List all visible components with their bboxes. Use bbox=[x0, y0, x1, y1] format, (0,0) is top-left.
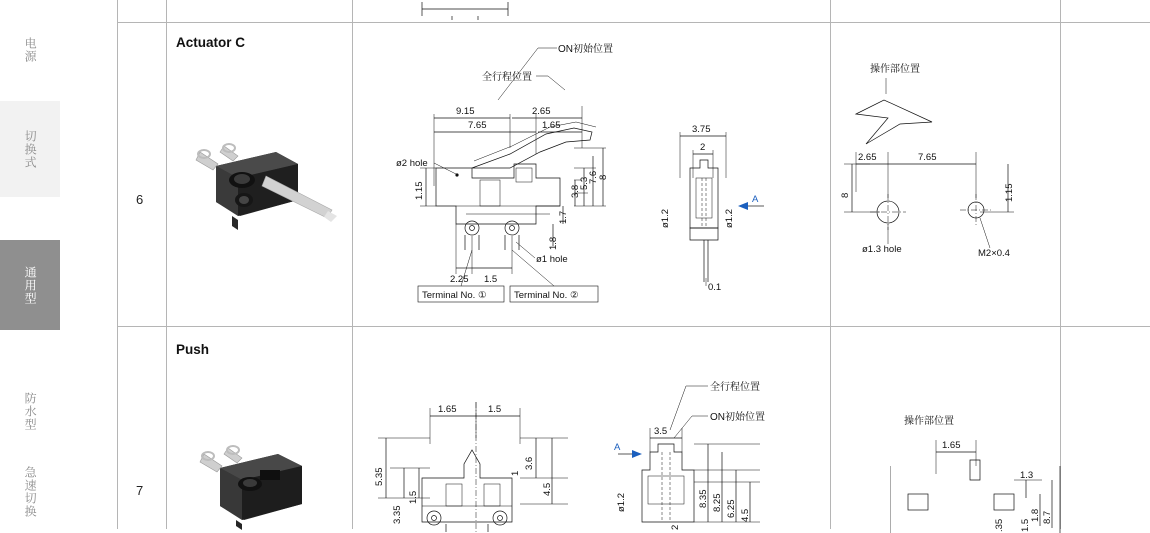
sidebar-item-label: 通用型 bbox=[23, 265, 38, 305]
side-tab-rail bbox=[0, 0, 60, 529]
sidebar-item-detect[interactable] bbox=[0, 101, 60, 197]
svg-text:1.5: 1.5 bbox=[1020, 518, 1031, 532]
svg-text:2: 2 bbox=[700, 142, 706, 153]
sidebar-item-waterproof[interactable] bbox=[0, 372, 60, 450]
table-rule-h1 bbox=[117, 22, 1150, 23]
svg-text:0.1: 0.1 bbox=[708, 282, 722, 293]
drawing-actuator-c-mounting bbox=[840, 52, 1055, 282]
drawing-push-mounting bbox=[890, 408, 1080, 533]
drawing-actuator-c-front bbox=[360, 28, 830, 318]
svg-text:1.15: 1.15 bbox=[414, 181, 425, 200]
svg-text:1.5: 1.5 bbox=[408, 490, 419, 504]
svg-text:8.25: 8.25 bbox=[712, 493, 723, 512]
table-rule-v4 bbox=[830, 0, 831, 529]
svg-text:.35: .35 bbox=[994, 518, 1005, 532]
svg-text:8.7: 8.7 bbox=[1042, 510, 1053, 524]
svg-text:ON初始位置: ON初始位置 bbox=[558, 44, 613, 55]
svg-text:操作部位置: 操作部位置 bbox=[904, 416, 954, 427]
svg-text:1.5: 1.5 bbox=[484, 274, 498, 285]
product-photo-actuator-c bbox=[180, 130, 345, 240]
svg-text:1.65: 1.65 bbox=[942, 440, 961, 451]
sidebar-item-label: 急速切换 bbox=[23, 466, 38, 518]
svg-text:ø1.2: ø1.2 bbox=[724, 208, 735, 228]
svg-text:1.8: 1.8 bbox=[1030, 508, 1041, 522]
row-number: 6 bbox=[136, 192, 144, 207]
svg-text:1.8: 1.8 bbox=[548, 236, 559, 250]
svg-text:ø1 hole: ø1 hole bbox=[536, 254, 568, 265]
svg-text:8: 8 bbox=[598, 174, 609, 180]
svg-text:A: A bbox=[614, 442, 621, 453]
svg-text:3.5: 3.5 bbox=[654, 426, 668, 437]
svg-text:ø2 hole: ø2 hole bbox=[396, 158, 428, 169]
svg-text:全行程位置: 全行程位置 bbox=[482, 72, 532, 83]
drawing-partial-top bbox=[412, 0, 602, 20]
svg-text:8: 8 bbox=[840, 192, 851, 198]
svg-text:1.3: 1.3 bbox=[1020, 470, 1034, 481]
table-rule-v1 bbox=[117, 0, 118, 529]
svg-text:5.35: 5.35 bbox=[374, 467, 385, 486]
svg-text:ON初始位置: ON初始位置 bbox=[710, 412, 765, 423]
svg-text:4.5: 4.5 bbox=[740, 508, 751, 522]
svg-text:3.35: 3.35 bbox=[392, 505, 403, 524]
sidebar-item-label: 防水型 bbox=[23, 391, 38, 431]
svg-text:A: A bbox=[752, 194, 759, 205]
svg-text:8.35: 8.35 bbox=[698, 489, 709, 508]
svg-text:5.3: 5.3 bbox=[579, 176, 590, 190]
svg-text:2.25: 2.25 bbox=[450, 274, 469, 285]
table-rule-v2 bbox=[166, 0, 167, 529]
svg-text:1.7: 1.7 bbox=[558, 210, 569, 224]
svg-text:全行程位置: 全行程位置 bbox=[710, 382, 760, 393]
svg-text:M2×0.4: M2×0.4 bbox=[978, 248, 1010, 259]
section-title: Push bbox=[176, 342, 210, 357]
drawing-push-side bbox=[608, 372, 828, 532]
svg-text:操作部位置: 操作部位置 bbox=[870, 64, 920, 75]
product-photo-push bbox=[186, 432, 336, 530]
svg-text:1.65: 1.65 bbox=[438, 404, 457, 415]
svg-text:ø1.2: ø1.2 bbox=[660, 208, 671, 228]
section-title: Actuator C bbox=[176, 35, 246, 50]
svg-text:3.6: 3.6 bbox=[524, 456, 535, 470]
sidebar-item-label: 电源 bbox=[23, 37, 38, 63]
drawing-push-front bbox=[360, 372, 610, 532]
svg-text:2.65: 2.65 bbox=[858, 152, 877, 163]
sidebar-item-general[interactable] bbox=[0, 240, 60, 330]
sidebar-item-snapaction[interactable] bbox=[0, 455, 60, 529]
svg-text:2: 2 bbox=[670, 524, 681, 530]
svg-text:2.65: 2.65 bbox=[532, 106, 551, 117]
svg-text:1: 1 bbox=[510, 470, 521, 476]
svg-text:1.15: 1.15 bbox=[1004, 183, 1015, 202]
svg-text:ø1.2: ø1.2 bbox=[616, 492, 627, 512]
svg-text:4.5: 4.5 bbox=[542, 482, 553, 496]
svg-text:Terminal No. ①: Terminal No. ① bbox=[422, 290, 487, 301]
svg-text:7.65: 7.65 bbox=[918, 152, 937, 163]
svg-text:ø1.3 hole: ø1.3 hole bbox=[862, 244, 902, 255]
sidebar-item-power[interactable] bbox=[0, 0, 60, 100]
svg-text:Terminal No. ②: Terminal No. ② bbox=[514, 290, 579, 301]
svg-text:3.75: 3.75 bbox=[692, 124, 711, 135]
svg-text:1.5: 1.5 bbox=[488, 404, 502, 415]
table-rule-h2 bbox=[117, 326, 1150, 327]
row-number: 7 bbox=[136, 483, 144, 498]
svg-text:7.65: 7.65 bbox=[468, 120, 487, 131]
svg-text:7.6: 7.6 bbox=[588, 170, 599, 184]
svg-text:6.25: 6.25 bbox=[726, 499, 737, 518]
sidebar-item-label: 切换式 bbox=[23, 129, 38, 169]
svg-text:9.15: 9.15 bbox=[456, 106, 475, 117]
svg-text:1.65: 1.65 bbox=[542, 120, 561, 131]
svg-text:3.8: 3.8 bbox=[570, 184, 581, 198]
table-rule-v3 bbox=[352, 0, 353, 529]
